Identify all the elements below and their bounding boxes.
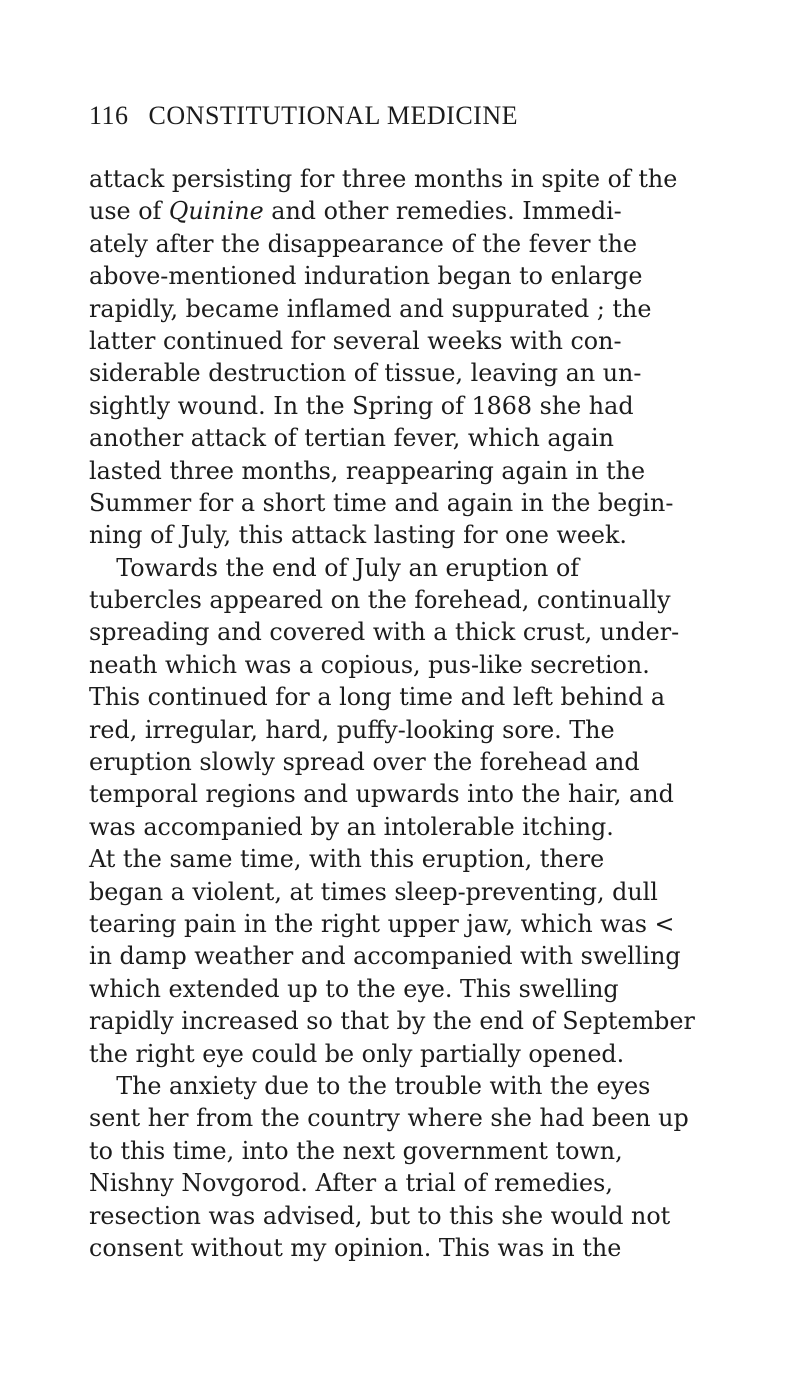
text-line: ning of July, this attack lasting for one week. [89,520,628,550]
text-line: which extended up to the eye. This swelling [89,973,619,1003]
text-line: tearing pain in the right upper jaw, which was < [89,908,675,938]
text-line: was accompanied by an intolerable itching. [89,811,614,841]
text-line: Summer for a short time and again in the begin- [89,487,674,517]
text-line: Nishny Novgorod. After a trial of remedies, [89,1168,613,1198]
text-line: another attack of tertian fever, which again [89,423,614,453]
text-line: ately after the disappearance of the fever the [89,228,638,258]
text-line: above-mentioned induration began to enlarge [89,261,643,291]
text-line: sightly wound. In the Spring of 1868 she had [89,390,634,420]
line-text: use of [89,196,169,226]
text-line: attack persisting for three months in spite of the [89,164,678,193]
text-line: siderable destruction of tissue, leaving an un- [89,358,642,388]
text-line: latter continued for several weeks with con- [89,325,622,355]
text-line: consent without my opinion. This was in the [89,1232,622,1262]
text-line: lasted three months, reappearing again in the [89,455,646,485]
text-line: the right eye could be only partially opened. [89,1038,625,1068]
text-line: in damp weather and accompanied with swelling [89,941,681,971]
page-number: 116 [89,101,129,130]
text-line: rapidly, became inflamed and suppurated ; the [89,293,652,323]
text-line: to this time, into the next government town, [89,1135,623,1165]
text-line: neath which was a copious, pus-like secretion. [89,649,650,679]
text-line: rapidly increased so that by the end of September [89,1006,695,1036]
text-line: tubercles appeared on the forehead, continually [89,585,671,615]
text-line: temporal regions and upwards into the hair, and [89,779,674,809]
text-line: This continued for a long time and left behind a [89,682,666,712]
body-text [89,163,789,1264]
text-line: spreading and covered with a thick crust, under- [89,617,680,647]
text-line: At the same time, with this eruption, there [89,844,605,874]
line-text: and other remedies. Immedi- [263,196,622,226]
text-line: resection was advised, but to this she would not [89,1200,671,1230]
text-line: Towards the end of July an eruption of [116,552,580,582]
text-line [89,195,769,227]
text-line: began a violent, at times sleep-preventing, dull [89,876,658,906]
running-title: CONSTITUTIONAL MEDICINE [148,101,518,130]
text-line: sent her from the country where she had been up [89,1103,689,1133]
text-line: red, irregular, hard, puffy-looking sore. The [89,714,615,744]
text-line: The anxiety due to the trouble with the eyes [116,1070,651,1100]
text-line: eruption slowly spread over the forehead and [89,747,640,777]
italic-term: Quinine [168,196,264,226]
page-header [89,101,518,131]
